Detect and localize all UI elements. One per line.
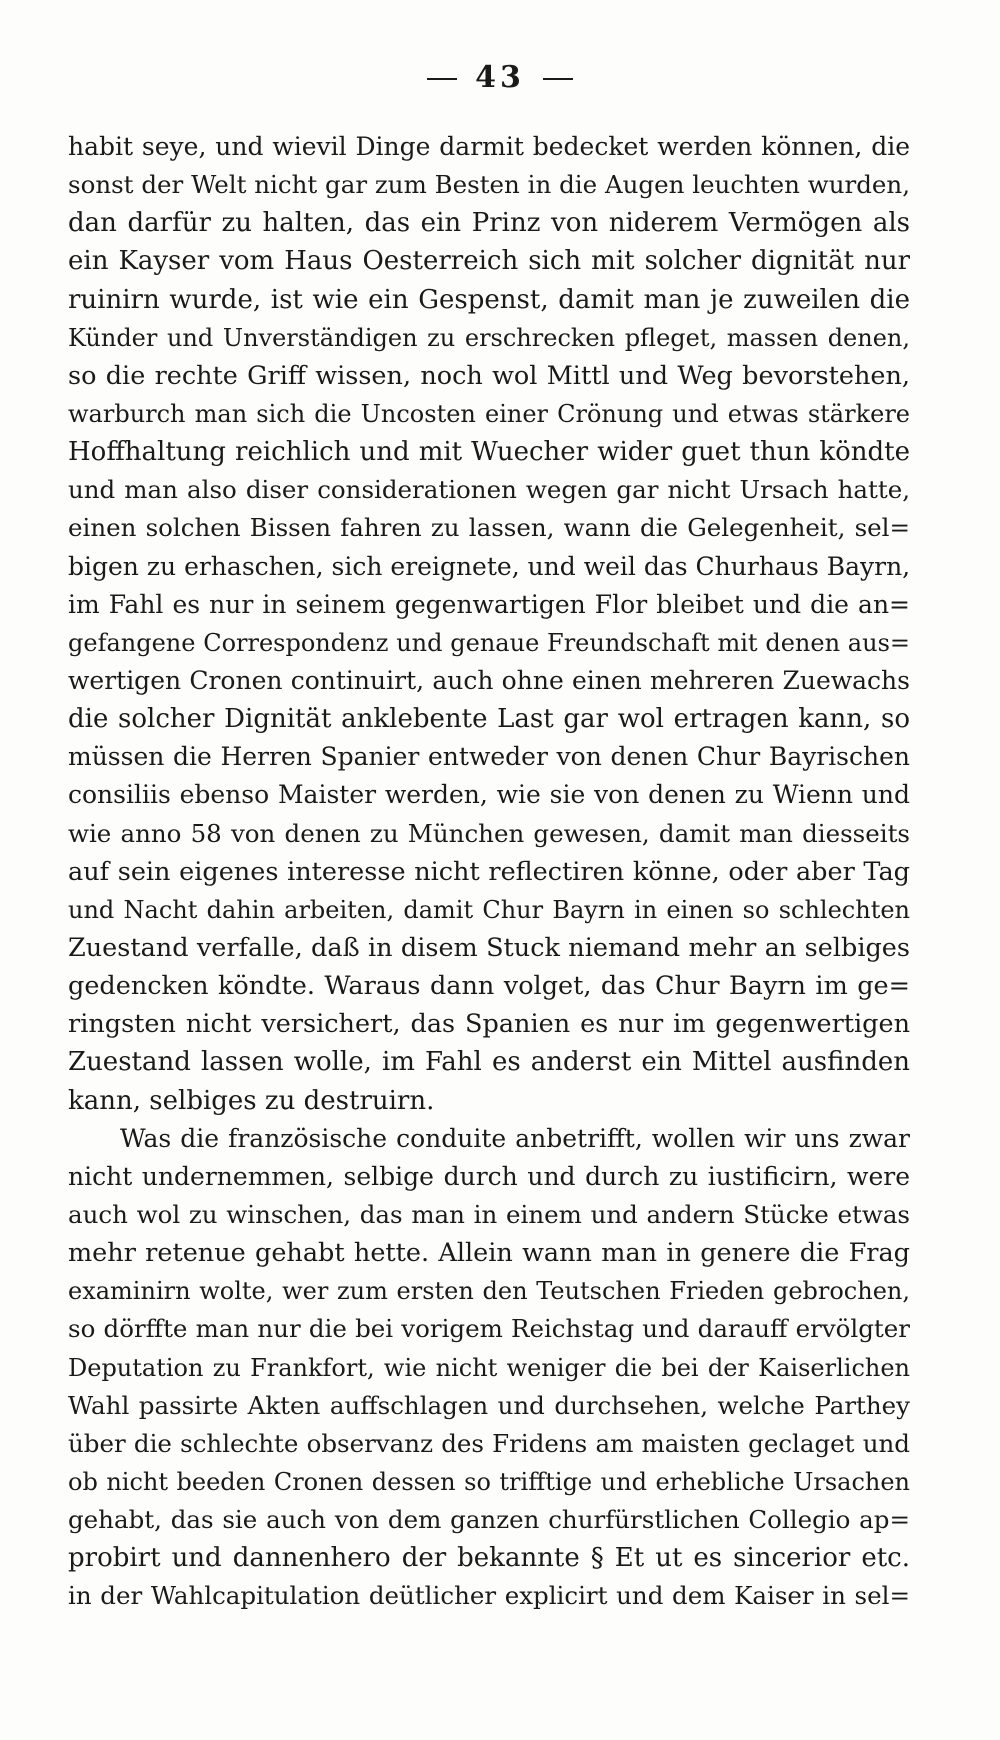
text-line: so die rechte Griff wissen, noch wol Mittl und Weg bevorstehen, — [68, 360, 910, 391]
page-number: 43 — [475, 60, 525, 95]
text-line: examinirn wolte, wer zum ersten den Teutschen Frieden gebrochen, — [68, 1277, 910, 1306]
text-line: und Nacht dahin arbeiten, damit Chur Bayrn in einen so schlechten — [68, 895, 910, 924]
text-line: und man also diser considerationen wegen gar nicht Ursach hatte, — [68, 475, 910, 505]
text-line: gehabt, das sie auch von dem ganzen churfürstlichen Collegio ap= — [68, 1505, 910, 1535]
body-text — [68, 128, 910, 1615]
text-line: sonst der Welt nicht gar zum Besten in die Augen leuchten wurden, — [68, 170, 910, 200]
text-line: müssen die Herren Spanier entweder von denen Chur Bayrischen — [68, 742, 910, 772]
left-dash — [427, 78, 457, 80]
text-line: habit seye, und wievil Dinge darmit bedecket werden können, die — [68, 132, 910, 161]
text-line: auf sein eigenes interesse nicht reflectiren könne, oder aber Tag — [68, 856, 910, 887]
text-line: warburch man sich die Uncosten einer Crönung und etwas stärkere — [68, 399, 910, 428]
text-line: gedencken köndte. Waraus dann volget, das Chur Bayrn im ge= — [68, 971, 910, 1002]
text-line: ob nicht beeden Cronen dessen so trifftige und erhebliche Ursachen — [68, 1467, 910, 1496]
text-line: mehr retenue gehabt hette. Allein wann man in genere die Frag — [68, 1238, 910, 1269]
text-line: einen solchen Bissen fahren zu lassen, wann die Gelegenheit, sel= — [68, 513, 910, 543]
text-line: gefangene Correspondenz und genaue Freundschaft mit denen aus= — [68, 628, 910, 657]
right-dash — [543, 78, 573, 80]
text-line: Zuestand verfalle, daß in disem Stuck niemand mehr an selbiges — [68, 932, 910, 963]
text-line: auch wol zu winschen, das man in einem und andern Stücke etwas — [68, 1199, 910, 1229]
paragraph-start-line: Was die französische conduite anbetrifft, wollen wir uns zwar — [120, 1123, 910, 1153]
text-line: nicht undernemmen, selbige durch und durch zu iustificirn, were — [68, 1161, 910, 1191]
text-line: probirt und dannenhero der bekannte § Et ut es sincerior etc. — [68, 1543, 910, 1574]
paragraph-end-line: kann, selbiges zu destruirn. — [68, 1085, 435, 1116]
text-line: ein Kayser vom Haus Oesterreich sich mit solcher dignität nur — [68, 246, 910, 277]
text-line: ruinirn wurde, ist wie ein Gespenst, damit man je zuweilen die — [68, 284, 910, 315]
text-line: ringsten nicht versichert, das Spanien es nur im gegenwertigen — [68, 1009, 910, 1040]
text-line: im Fahl es nur in seinem gegenwartigen Flor bleibet und die an= — [68, 589, 910, 619]
text-line: Wahl passirte Akten auffschlagen und durchsehen, welche Parthey — [68, 1390, 910, 1420]
text-line: Hoffhaltung reichlich und mit Wuecher wider guet thun köndte — [68, 437, 910, 468]
text-line: so dörffte man nur die bei vorigem Reichstag und darauff ervölgter — [68, 1314, 910, 1344]
text-line: consiliis ebenso Maister werden, wie sie von denen zu Wienn und — [68, 780, 910, 810]
text-line: Zuestand lassen wolle, im Fahl es anderst ein Mittel ausfinden — [68, 1047, 910, 1078]
text-line: in der Wahlcapitulation deütlicher explicirt und dem Kaiser in sel= — [68, 1581, 910, 1611]
text-line: Deputation zu Frankfort, wie nicht weniger die bei der Kaiserlichen — [68, 1353, 910, 1382]
text-line: dan darfür zu halten, das ein Prinz von niderem Vermögen als — [68, 208, 910, 239]
text-line: über die schlechte observanz des Fridens am maisten geclaget und — [68, 1428, 910, 1458]
text-line: wertigen Cronen continuirt, auch ohne einen mehreren Zuewachs — [68, 665, 910, 695]
text-line: Künder und Unverständigen zu erschrecken pfleget, massen denen, — [68, 323, 910, 352]
text-line: wie anno 58 von denen zu München gewesen, damit man diesseits — [68, 818, 910, 848]
page-number-header — [0, 60, 1000, 95]
text-line: die solcher Dignität anklebente Last gar wol ertragen kann, so — [68, 704, 910, 735]
text-line: bigen zu erhaschen, sich ereignete, und weil das Churhaus Bayrn, — [68, 551, 910, 581]
